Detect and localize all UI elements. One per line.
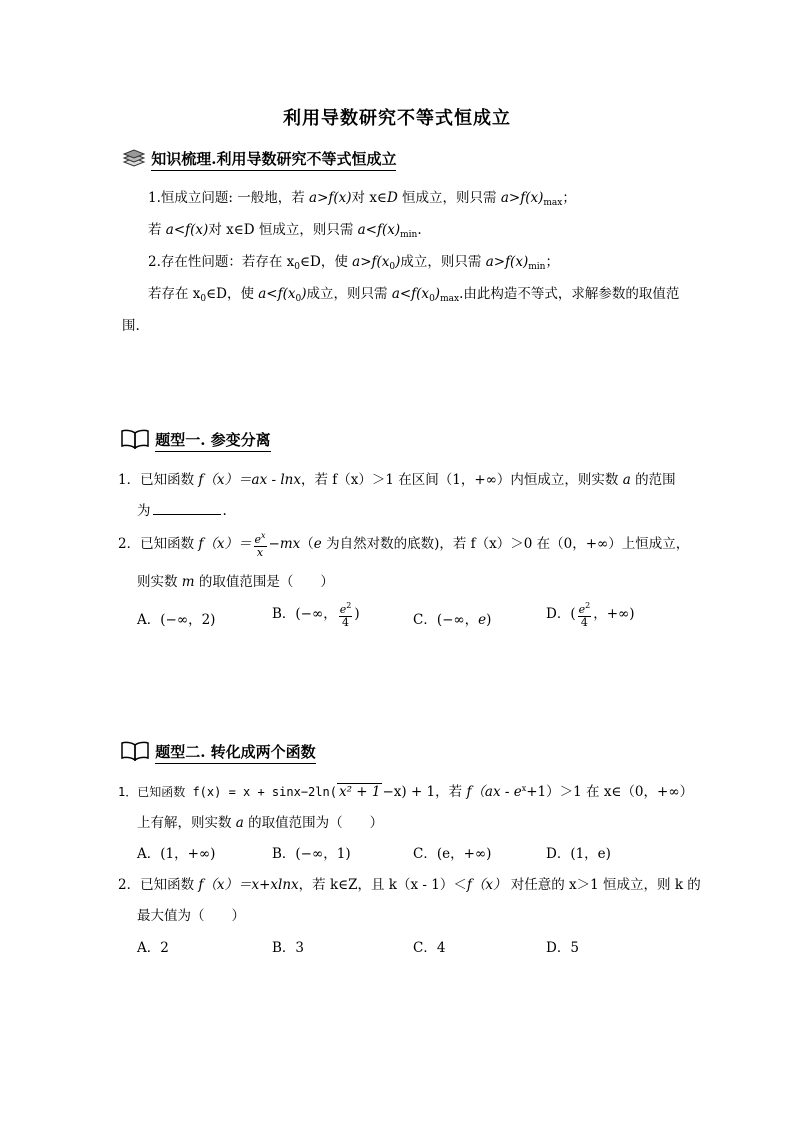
- math: a>f(x): [309, 190, 352, 206]
- subscript: 0: [429, 294, 435, 304]
- text: 2．已知函数: [118, 536, 199, 552]
- knowledge-line-1: [148, 186, 576, 208]
- type1-heading-text: 题型一. 参变分离: [155, 431, 270, 452]
- sqrt-radicand: x² + 1: [338, 784, 381, 800]
- type1-heading: [120, 429, 271, 450]
- text: −x) + 1，若: [382, 784, 467, 800]
- text: 为: [137, 503, 151, 519]
- type2-q2-option-a[interactable]: A．2: [137, 940, 169, 956]
- subscript: 0: [200, 294, 207, 304]
- knowledge-line-3: [148, 250, 559, 272]
- math: ): [434, 286, 441, 302]
- math: f（x）＝: [198, 472, 252, 488]
- math: e: [313, 536, 322, 552]
- type1-q2-line2: [137, 570, 334, 590]
- math: f（x）: [466, 877, 507, 893]
- text: ): [354, 606, 360, 622]
- text: 恒成立，则只需: [397, 190, 501, 206]
- math: e: [478, 612, 487, 628]
- text: 对 x∈D 恒成立，则只需: [208, 222, 358, 238]
- type2-q1-option-a[interactable]: A．(1，+∞): [137, 846, 216, 862]
- answer-blank[interactable]: [153, 514, 221, 515]
- text: .由此构造不等式，求解参数的取值范: [459, 286, 680, 302]
- text: .: [222, 503, 227, 519]
- type1-q1-line1: [118, 468, 676, 488]
- text: ，+∞): [593, 606, 635, 622]
- text: 上有解，则实数: [137, 815, 236, 831]
- text: −: [268, 536, 280, 552]
- type2-q1-option-c[interactable]: C．(e，+∞): [413, 846, 492, 862]
- text: 对 x∈: [351, 190, 387, 206]
- superscript: 2: [585, 601, 591, 610]
- math: a>f(x): [500, 190, 544, 206]
- text: +1）＞1 在 x∈（0，+∞）: [526, 784, 694, 800]
- page-title: 利用导数研究不等式恒成立: [283, 108, 511, 129]
- math: ax: [251, 472, 268, 488]
- open-book-icon: [120, 429, 150, 449]
- subscript: min: [400, 230, 418, 240]
- text: 2.存在性问题：若存在 x: [148, 254, 295, 270]
- type2-q2-option-c[interactable]: C．4: [413, 940, 446, 956]
- text: f（x）＞0 在（0，+∞）上恒成立，: [470, 536, 690, 552]
- math: mx: [279, 536, 301, 552]
- text: 成立，则只需: [306, 286, 392, 302]
- subscript: min: [528, 262, 546, 272]
- text: ；: [562, 190, 576, 206]
- type2-q1-option-b[interactable]: B．(−∞，1): [272, 846, 351, 862]
- numerator: e: [578, 603, 586, 616]
- text: 的范围: [630, 472, 676, 488]
- denominator: x: [256, 546, 264, 559]
- subscript: 0: [294, 262, 301, 272]
- subscript: max: [440, 294, 460, 304]
- type1-q2-line1: [118, 530, 689, 559]
- fraction: [254, 530, 267, 559]
- type1-option-a[interactable]: A．(−∞，2): [137, 612, 216, 628]
- type2-q1-option-d[interactable]: D．(1，e): [546, 846, 611, 862]
- text: （: [300, 536, 314, 552]
- subscript: 0: [389, 262, 396, 272]
- text: f（x）＞1 在区间（1，+∞）内恒成立，则实数: [332, 472, 623, 488]
- type1-option-c[interactable]: [413, 608, 491, 628]
- type2-q1-line1: [118, 780, 693, 800]
- math: a<f(x): [357, 222, 401, 238]
- text: ∈D，使: [300, 254, 353, 270]
- math: f（x）＝x+xlnx: [198, 877, 299, 893]
- knowledge-heading-text: 知识梳理.利用导数研究不等式恒成立: [151, 150, 396, 171]
- numerator: e: [339, 603, 347, 616]
- subscript: max: [543, 198, 563, 208]
- math: a>f(x: [352, 254, 390, 270]
- text: 1．已知函数: [118, 472, 199, 488]
- text: 1.恒成立问题: 一般地，若: [148, 190, 310, 206]
- text: ): [486, 612, 492, 628]
- math: ): [301, 286, 307, 302]
- text: -: [267, 472, 281, 488]
- text: 的取值范围是（ ）: [194, 574, 334, 590]
- type1-option-b[interactable]: [272, 600, 360, 629]
- denominator: 4: [580, 616, 588, 629]
- math: m: [181, 574, 195, 590]
- math: a: [622, 472, 631, 488]
- text: ，若 k∈Z，且 k（x - 1）＜: [298, 877, 467, 893]
- type2-heading: [120, 741, 316, 762]
- superscript: x: [261, 531, 266, 540]
- knowledge-line-4: [148, 282, 679, 304]
- superscript: x: [521, 784, 527, 793]
- text: 对任意的 x＞1 恒成立，则 k 的: [506, 877, 701, 893]
- knowledge-heading: [122, 148, 396, 169]
- text: 若存在 x: [148, 286, 201, 302]
- type2-q2-line2: 最大值为（ ）: [137, 908, 245, 924]
- text: C．(−∞，: [413, 612, 479, 628]
- type2-heading-text: 题型二. 转化成两个函数: [155, 743, 315, 764]
- math: a<f(x: [258, 286, 296, 302]
- text: ；: [545, 254, 559, 270]
- denominator: 4: [342, 616, 350, 629]
- superscript: 2: [346, 601, 352, 610]
- books-stack-icon: [122, 148, 146, 168]
- text: 的取值范围为（ ）: [243, 815, 384, 831]
- knowledge-line-2: [148, 218, 422, 240]
- math: f（ax - e: [466, 784, 522, 800]
- math: a<f(x): [165, 222, 209, 238]
- math: D: [386, 190, 398, 206]
- fraction: [339, 600, 353, 629]
- text: 成立，则只需: [400, 254, 486, 270]
- knowledge-line-5: 围.: [122, 318, 140, 334]
- text: D．(: [546, 606, 576, 622]
- type2-q1-line2: [137, 811, 383, 831]
- math: a: [235, 815, 244, 831]
- numerator: e: [254, 533, 262, 546]
- type2-q2-option-b[interactable]: B．3: [272, 940, 305, 956]
- type1-q1-line2: [137, 499, 227, 519]
- text: 若: [148, 222, 166, 238]
- math: ): [395, 254, 401, 270]
- text: 则实数: [137, 574, 182, 590]
- type1-option-d[interactable]: [546, 600, 635, 629]
- math: a<f(x: [391, 286, 430, 302]
- text: 2．已知函数: [118, 877, 199, 893]
- text: .: [417, 222, 422, 238]
- fraction: [578, 600, 592, 629]
- text: ∈D，使: [206, 286, 259, 302]
- text: 1．已知函数 f(x) = x + sinx−2ln(: [118, 785, 337, 799]
- open-book-icon: [120, 741, 150, 761]
- math: lnx: [280, 472, 301, 488]
- text: ，若: [300, 472, 333, 488]
- math: f（x）＝: [198, 536, 252, 552]
- text: B．(−∞，: [272, 606, 337, 622]
- subscript: 0: [295, 294, 302, 304]
- math: a>f(x): [485, 254, 529, 270]
- type2-q2-line1: [118, 873, 701, 893]
- type2-q2-option-d[interactable]: D．5: [546, 940, 579, 956]
- text: 为自然对数的底数)，若: [321, 536, 471, 552]
